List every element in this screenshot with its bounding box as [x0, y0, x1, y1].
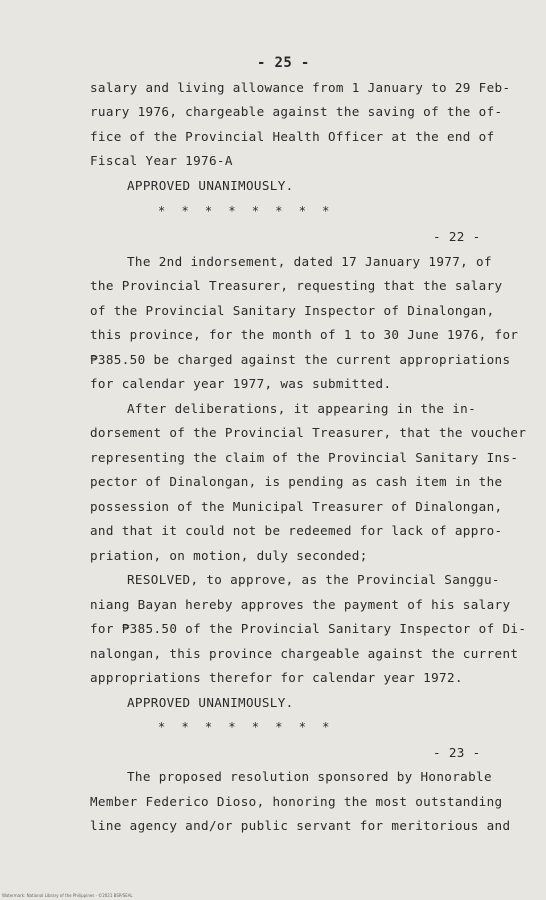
separator-stars: * * * * * * * *	[158, 204, 334, 218]
text-line: Member Federico Dioso, honoring the most outstanding	[90, 794, 503, 809]
text-line: of the Provincial Sanitary Inspector of Dinalongan,	[90, 303, 495, 318]
text-line: ruary 1976, chargeable against the saving of the of-	[90, 104, 503, 119]
approval-line: APPROVED UNANIMOUSLY.	[127, 695, 294, 710]
approval-line: APPROVED UNANIMOUSLY.	[127, 178, 294, 193]
text-line: the Provincial Treasurer, requesting that the salary	[90, 278, 503, 293]
text-line: RESOLVED, to approve, as the Provincial Sanggu-	[127, 572, 500, 587]
text-line: this province, for the month of 1 to 30 June 1976, for	[90, 327, 519, 342]
text-line: pector of Dinalongan, is pending as cash item in the	[90, 474, 503, 489]
text-line: Fiscal Year 1976-A	[90, 153, 233, 168]
scan-footer: Watermark: National Library of the Philippines · ©2021 BSP/SEAL	[2, 893, 133, 898]
text-line: salary and living allowance from 1 January to 29 Feb-	[90, 80, 511, 95]
text-line: The 2nd indorsement, dated 17 January 1977, of	[127, 254, 492, 269]
text-line: and that it could not be redeemed for lack of appro-	[90, 523, 503, 538]
text-line: representing the claim of the Provincial Sanitary Ins-	[90, 450, 519, 465]
item-number: - 23 -	[433, 745, 481, 760]
item-number: - 22 -	[433, 229, 481, 244]
text-line: possession of the Municipal Treasurer of Dinalongan,	[90, 499, 503, 514]
text-line: The proposed resolution sponsored by Honorable	[127, 769, 492, 784]
text-line: appropriations therefor for calendar year 1972.	[90, 670, 463, 685]
text-line: ₱385.50 be charged against the current appropriations	[90, 352, 511, 367]
text-line: for calendar year 1977, was submitted.	[90, 376, 392, 391]
text-line: niang Bayan hereby approves the payment of his salary	[90, 597, 511, 612]
text-line: dorsement of the Provincial Treasurer, that the voucher	[90, 425, 527, 440]
text-line: line agency and/or public servant for meritorious and	[90, 818, 511, 833]
separator-stars: * * * * * * * *	[158, 720, 334, 734]
page-number: - 25 -	[257, 55, 310, 71]
text-line: priation, on motion, duly seconded;	[90, 548, 368, 563]
text-line: fice of the Provincial Health Officer at the end of	[90, 129, 495, 144]
text-line: After deliberations, it appearing in the in-	[127, 401, 477, 416]
text-line: for ₱385.50 of the Provincial Sanitary Inspector of Di-	[90, 621, 527, 636]
text-line: nalongan, this province chargeable against the current	[90, 646, 519, 661]
